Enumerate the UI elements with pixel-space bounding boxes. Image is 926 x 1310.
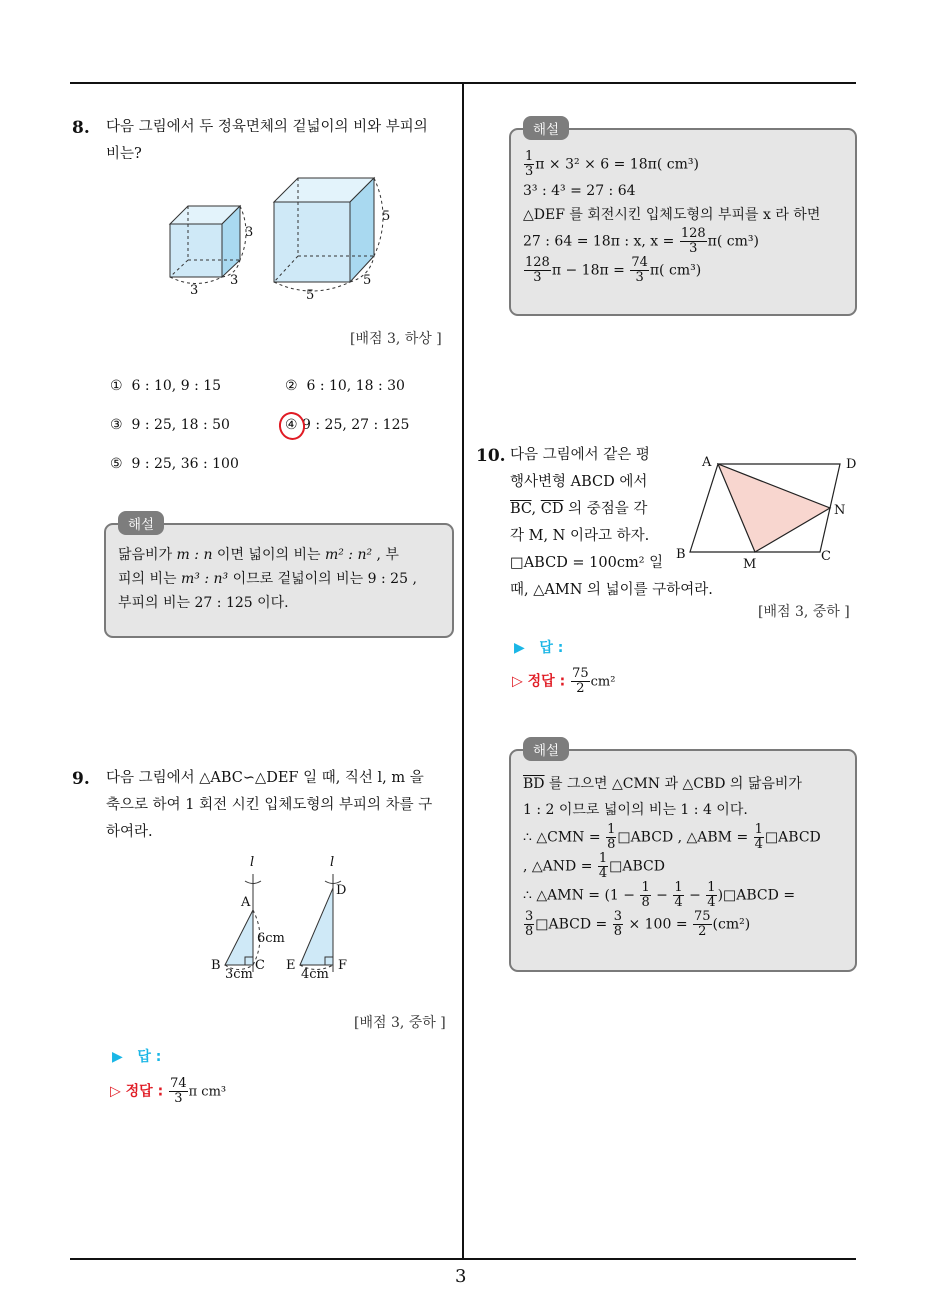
q10-explanation-box bbox=[509, 749, 857, 972]
small-cube-depth-label: 3 bbox=[230, 273, 239, 288]
q9-score: [배점 3, 중하 ] bbox=[354, 1015, 446, 1031]
q10-score: [배점 3, 중하 ] bbox=[758, 604, 850, 620]
q10-exp-line2: 1 : 2 이므로 넓이의 비는 1 : 4 이다. bbox=[523, 802, 748, 818]
q9-exp-line3: △DEF 를 회전시킨 입체도형의 부피를 x 라 하면 bbox=[523, 207, 821, 223]
label-F: F bbox=[338, 958, 348, 973]
bottom-rule bbox=[70, 1258, 856, 1260]
question-10-number: 10. bbox=[476, 446, 506, 466]
q8-cubes-figure bbox=[160, 172, 400, 307]
q8-explanation-tag: 해설 bbox=[118, 511, 164, 535]
page-number: 3 bbox=[455, 1266, 467, 1287]
label-N: N bbox=[834, 503, 846, 518]
question-8-text: 다음 그림에서 두 정육면체의 겉넓이의 비와 부피의 비는? bbox=[106, 119, 428, 162]
label-C: C bbox=[821, 549, 831, 564]
answer-arrow-icon: ▶ bbox=[514, 640, 525, 656]
q10-explanation-tag: 해설 bbox=[523, 737, 569, 761]
q8-exp-line1: 닮음비가 m : n 이면 넓이의 비는 m² : n² , 부 bbox=[118, 547, 399, 563]
correct-arrow-icon: ▷ bbox=[512, 673, 523, 690]
small-cube-width-label: 3 bbox=[190, 283, 199, 298]
q8-exp-line2: 피의 비는 m³ : n³ 이므로 겉넓이의 비는 9 : 25 , bbox=[118, 571, 417, 587]
label-B: B bbox=[211, 958, 221, 973]
answer-arrow-icon: ▶ bbox=[112, 1049, 123, 1065]
q9-explanation-box bbox=[509, 128, 857, 316]
large-cube-height-label: 5 bbox=[382, 209, 391, 224]
label-A: A bbox=[702, 455, 712, 470]
q10-exp-line6: $\frac{3}{8}$ □ABCD = $\frac{3}{8}$ × 100 = $\frac{75}{2}$ (cm²) bbox=[525, 909, 751, 939]
q10-exp-line3: ∴ △CMN = $\frac{1}{8}$ □ABCD , △ABM = $\frac{1}{4}$ □ABCD bbox=[523, 822, 821, 852]
choice-2[interactable]: ② 6 : 10, 18 : 30 bbox=[285, 378, 405, 394]
axis-l-label-1: l bbox=[250, 855, 255, 870]
label-4cm: 4cm bbox=[301, 967, 329, 982]
large-cube-depth-label: 5 bbox=[363, 273, 372, 288]
label-D: D bbox=[336, 883, 347, 898]
label-A: A bbox=[241, 895, 251, 910]
label-M: M bbox=[743, 557, 757, 572]
q9-exp-line5: $\frac{128}{3}$ π − 18π = $\frac{74}{3}$ π( cm³) bbox=[525, 255, 702, 285]
q10-exp-line1: $\overline{BD}$ 를 그으면 △CMN 과 △CBD 의 닮음비가 bbox=[523, 776, 802, 792]
correct-arrow-icon: ▷ bbox=[110, 1083, 121, 1100]
label-D: D bbox=[846, 457, 857, 472]
question-8-number: 8. bbox=[72, 118, 90, 138]
label-E: E bbox=[286, 958, 296, 973]
choice-4[interactable]: ④ 9 : 25, 27 : 125 bbox=[285, 417, 410, 433]
label-6cm: 6cm bbox=[257, 931, 285, 946]
choice-4-selected-circle bbox=[276, 409, 308, 443]
q9-triangles-figure bbox=[205, 850, 365, 985]
small-cube-height-label: 3 bbox=[245, 225, 254, 240]
q9-exp-line1: $\frac{1}{3}$ π × 3² × 6 = 18π( cm³) bbox=[525, 149, 699, 179]
label-3cm: 3cm bbox=[225, 967, 253, 982]
q10-exp-line5: ∴ △AMN = (1 − $\frac{1}{8}$ − $\frac{1}{4}$ − $\frac{1}{4}$ )□ABCD = bbox=[523, 880, 796, 910]
question-9-text: 다음 그림에서 △ABC∽△DEF 일 때, 직선 l, m 을 축으로 하여 1 회전 시킨 입체도형의 부피의 차를 구 하여라. bbox=[106, 770, 433, 840]
q9-exp-line2: 3³ : 4³ = 27 : 64 bbox=[523, 183, 636, 199]
question-10-text: 다음 그림에서 같은 평 행사변형 ABCD 에서 $\overline{BC}$, $\overline{CD}$ 의 중점을 각 각 M, N 이라고 하자. □ABCD = 100cm² 일 때, △AMN 의 넓이를 구하여라. bbox=[510, 447, 713, 598]
q10-answer-label: ▶ 답 : bbox=[514, 640, 564, 656]
axis-l-label-2: l bbox=[330, 855, 335, 870]
small-cube bbox=[170, 206, 246, 284]
q9-answer-label: ▶ 답 : bbox=[112, 1049, 162, 1065]
large-cube-width-label: 5 bbox=[306, 288, 315, 303]
choice-3[interactable]: ③ 9 : 25, 18 : 50 bbox=[110, 417, 230, 433]
q8-explanation-box bbox=[104, 523, 454, 638]
q9-exp-line4: 27 : 64 = 18π : x, x = $\frac{128}{3}$ π( cm³) bbox=[523, 226, 759, 256]
q10-parallelogram-figure bbox=[670, 448, 860, 578]
choice-5[interactable]: ⑤ 9 : 25, 36 : 100 bbox=[110, 456, 239, 472]
q10-exp-line4: , △AND = $\frac{1}{4}$ □ABCD bbox=[523, 851, 665, 881]
q8-exp-line3: 부피의 비는 27 : 125 이다. bbox=[118, 595, 289, 611]
center-divider bbox=[462, 83, 464, 1259]
q8-score: [배점 3, 하상 ] bbox=[350, 331, 442, 347]
q9-correct-answer: ▷ 정답 : $\frac{74}{3}$ π cm³ bbox=[110, 1076, 227, 1106]
q9-explanation-tag: 해설 bbox=[523, 116, 569, 140]
label-C: C bbox=[255, 958, 265, 973]
q10-correct-answer: ▷ 정답 : $\frac{75}{2}$ cm² bbox=[512, 666, 616, 696]
label-B: B bbox=[676, 547, 686, 562]
choice-1[interactable]: ① 6 : 10, 9 : 15 bbox=[110, 378, 222, 394]
question-9-number: 9. bbox=[72, 769, 90, 789]
